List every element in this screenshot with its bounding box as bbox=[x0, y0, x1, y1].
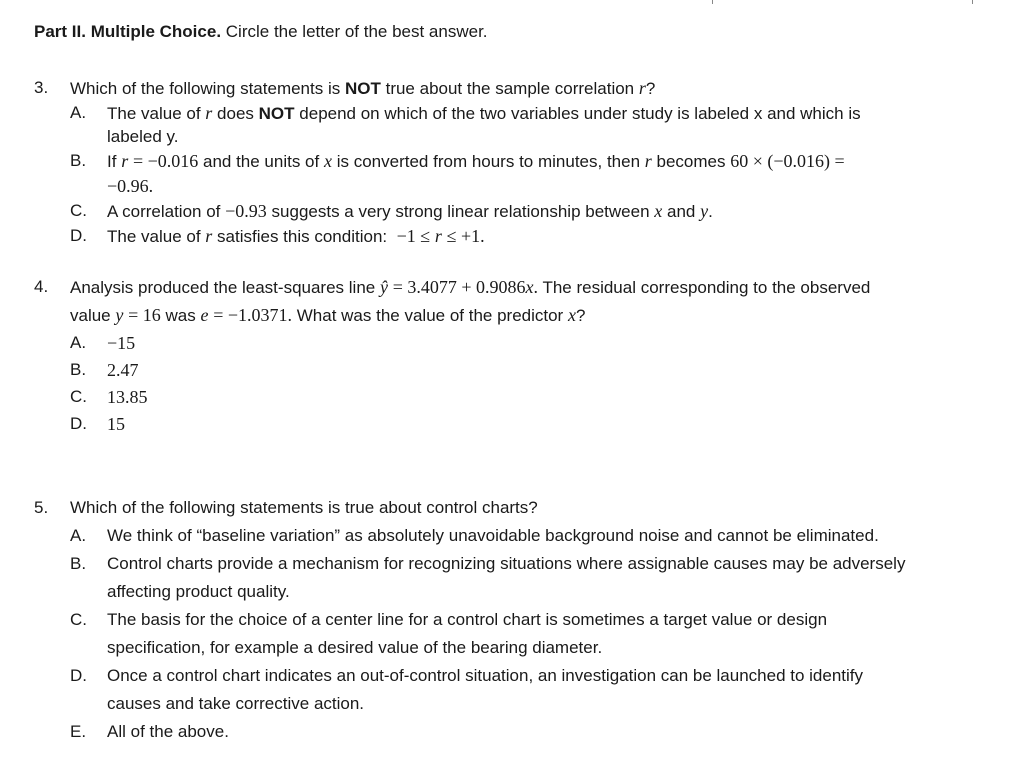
option-letter[interactable]: D. bbox=[70, 414, 87, 433]
section-heading bbox=[34, 21, 488, 43]
part-label: Part II. bbox=[34, 22, 86, 41]
option-value: 2.47 bbox=[107, 360, 139, 380]
option-letter[interactable]: A. bbox=[70, 103, 87, 122]
question-number: 4. bbox=[34, 277, 49, 296]
option-letter[interactable]: B. bbox=[70, 554, 87, 573]
section-label: Multiple Choice. bbox=[90, 22, 222, 41]
option-text: All of the above. bbox=[107, 722, 229, 741]
option-text: Control charts provide a mechanism for recognizing situations where assignable causes may be adversely bbox=[107, 554, 906, 573]
option-letter[interactable]: B. bbox=[70, 151, 87, 170]
instruction-text: Circle the letter of the best answer. bbox=[225, 22, 488, 41]
question-number: 5. bbox=[34, 498, 49, 517]
option-value: 15 bbox=[107, 414, 125, 434]
option-text: The value of r satisfies this condition: −1 ≤ r ≤ +1. bbox=[107, 226, 485, 246]
question-stem: Which of the following statements is true about control charts? bbox=[70, 498, 538, 517]
question-number: 3. bbox=[34, 78, 49, 97]
option-letter[interactable]: B. bbox=[70, 360, 87, 379]
page-edge-mark bbox=[712, 0, 713, 4]
option-text: The value of r does NOT depend on which of the two variables under study is labeled x and which is bbox=[107, 103, 861, 123]
option-letter[interactable]: C. bbox=[70, 387, 87, 406]
option-letter[interactable]: A. bbox=[70, 526, 87, 545]
page-edge-mark bbox=[972, 0, 973, 4]
option-letter[interactable]: C. bbox=[70, 201, 87, 220]
option-letter[interactable]: A. bbox=[70, 333, 87, 352]
option-value: −15 bbox=[107, 333, 136, 353]
option-text-cont: specification, for example a desired value of the bearing diameter. bbox=[107, 638, 603, 657]
option-letter[interactable]: D. bbox=[70, 226, 87, 245]
option-text: Once a control chart indicates an out-of-control situation, an investigation can be launched to identify bbox=[107, 666, 864, 685]
option-text: The basis for the choice of a center line for a control chart is sometimes a target value or design bbox=[107, 610, 828, 629]
question-stem: Analysis produced the least-squares line ŷ = 3.4077 + 0.9086x. The residual corresponding to the observed bbox=[70, 277, 871, 297]
option-letter[interactable]: C. bbox=[70, 610, 87, 629]
option-text: If r = −0.016 and the units of x is converted from hours to minutes, then r becomes 60 × (−0.016) = bbox=[107, 151, 845, 171]
option-text-cont: causes and take corrective action. bbox=[107, 694, 365, 713]
option-letter[interactable]: E. bbox=[70, 722, 87, 741]
option-letter[interactable]: D. bbox=[70, 666, 87, 685]
question-stem-cont: value y = 16 was e = −1.0371. What was the value of the predictor x? bbox=[70, 305, 586, 325]
option-value: 13.85 bbox=[107, 387, 148, 407]
option-text-cont: labeled y. bbox=[107, 127, 179, 146]
question-stem: Which of the following statements is NOT true about the sample correlation r? bbox=[70, 78, 656, 98]
option-text-cont: affecting product quality. bbox=[107, 582, 290, 601]
option-text: A correlation of −0.93 suggests a very strong linear relationship between x and y. bbox=[107, 201, 713, 221]
option-text-cont: −0.96. bbox=[107, 176, 154, 196]
option-text: We think of “baseline variation” as absolutely unavoidable background noise and cannot be eliminated. bbox=[107, 526, 879, 545]
